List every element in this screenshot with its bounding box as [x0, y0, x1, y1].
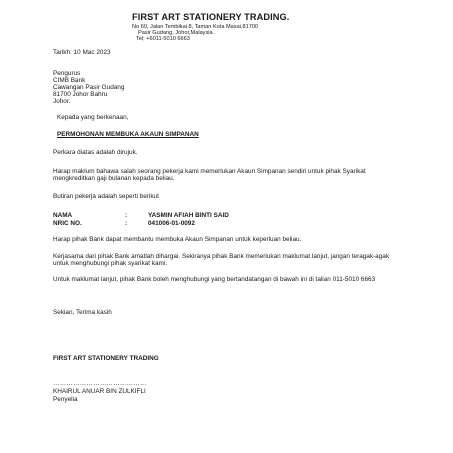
paragraph-contact: Untuk maklumat lanjut, pihak Bank boleh menghubungi yang bertandatangan di bawah ini di talian 011-5010 6663: [53, 276, 376, 283]
employee-nric-value: 041006-01-0092: [148, 220, 195, 227]
signoff-company: FIRST ART STATIONERY TRADING: [53, 355, 159, 362]
letter-date: Tarikh: 10 Mac 2023: [53, 49, 111, 56]
salutation: Kepada yang berkenaan,: [57, 114, 129, 121]
signatory-title: Penyelia: [53, 396, 78, 403]
recipient-line-3: Cawangan Pasir Gudang: [53, 84, 125, 91]
paragraph-assistance: Harap pihak Bank dapat membantu membuka Akaun Simpanan untuk keperluan beliau.: [53, 236, 302, 243]
address-line-3: Tel; +6011-5010 6663: [136, 36, 190, 42]
signatory-name: KHAIRUL ANUAR BIN ZULKIFLI: [53, 388, 146, 395]
paragraph-request: Harap maklum bahawa salah seorang pekerja kami memerlukan Akaun Simpanan sendiri untuk pihak Syarikat mengkreditkan gaji bulanan kepada beliau.: [53, 168, 366, 183]
employee-nric-separator: :: [125, 220, 128, 227]
employee-name-separator: :: [125, 212, 128, 219]
letter-subject: PERMOHONAN MEMBUKA AKAUN SIMPANAN: [57, 131, 199, 138]
employee-name-value: YASMIN AFIAH BINTI SAID: [148, 212, 229, 219]
signature-line: ……………………………………: [53, 380, 147, 387]
recipient-line-5: Johor.: [53, 98, 71, 105]
employee-name-label: NAMA: [53, 212, 73, 219]
recipient-line-2: CIMB Bank: [53, 77, 86, 84]
company-name: FIRST ART STATIONERY TRADING.: [132, 12, 290, 22]
address-line-1: No 60, Jalan Tembikai 8, Taman Kota Masai,81700: [132, 24, 259, 30]
closing: Sekian, Terima kasih: [53, 309, 112, 316]
recipient-line-1: Pengurus: [53, 70, 81, 77]
paragraph-cooperation: Kerjasama dari pihak Bank amatlah dihargai. Sekiranya pihak Bank memerlukan maklumat lanjut, jangan teragak-agak untuk menghubungi pihak syarikat kami.: [53, 253, 390, 268]
paragraph-reference: Perkara diatas adalah dirujuk.: [53, 149, 138, 156]
employee-nric-label: NRIC NO.: [53, 220, 82, 227]
address-line-2: Pasir Gudang, Johor,Malaysia.: [138, 30, 215, 36]
recipient-line-4: 81700 Johor Bahru: [53, 91, 108, 98]
paragraph-details-intro: Butiran pekerja adalah seperti berikut: [53, 193, 159, 200]
